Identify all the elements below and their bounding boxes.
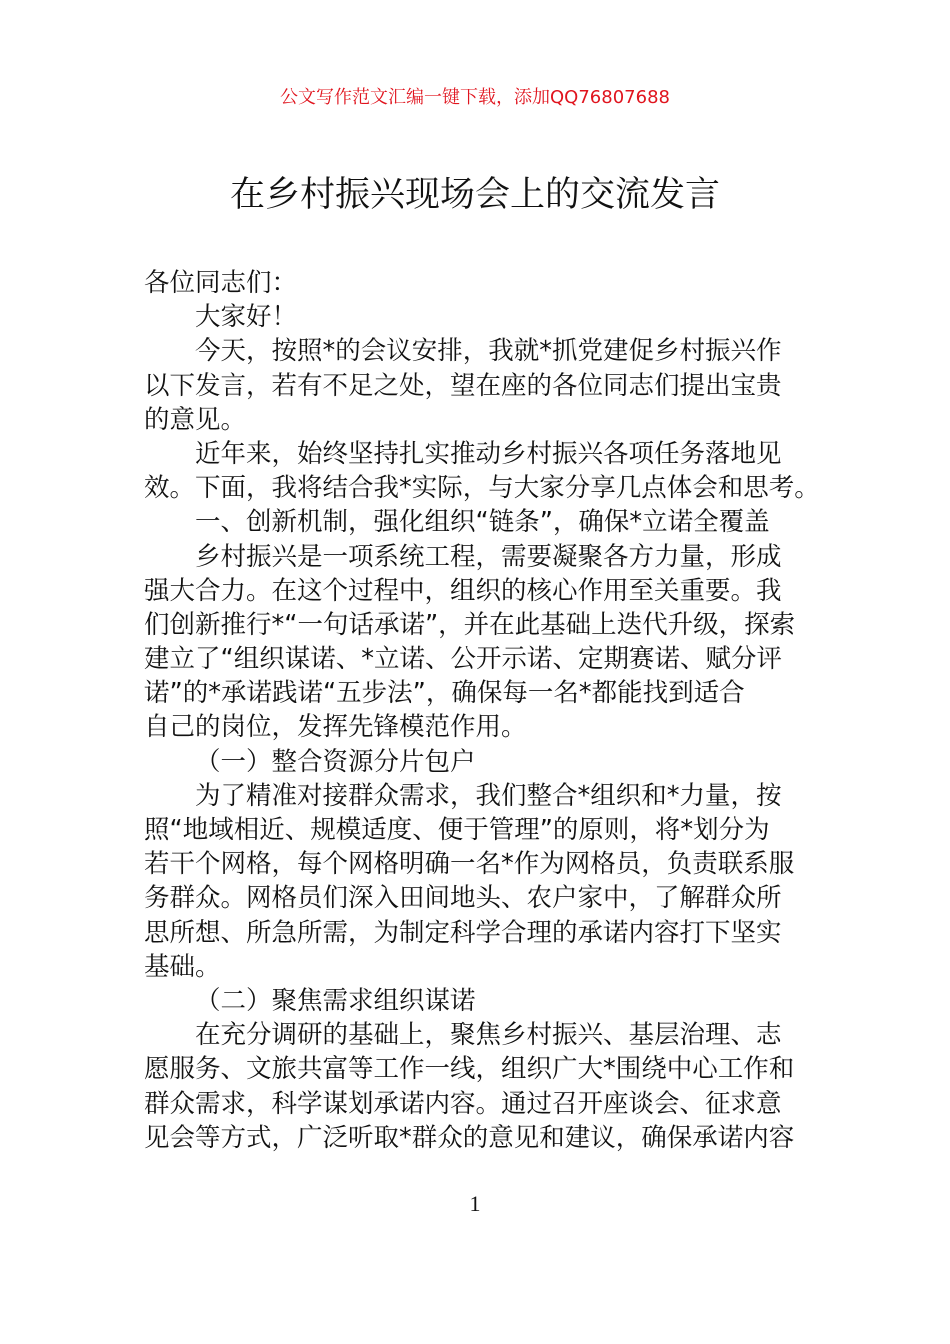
- paragraph-line: 愿服务、文旅共富等工作一线，组织广大*围绕中心工作和: [144, 1054, 795, 1085]
- paragraph-line: 效。下面，我将结合我*实际，与大家分享几点体会和思考。: [144, 473, 820, 504]
- watermark-banner: 公文写作范文汇编一键下载，添加QQ76807688: [280, 87, 670, 108]
- page-number: 1: [469, 1191, 481, 1216]
- paragraph-line: 今天，按照*的会议安排，我就*抓党建促乡村振兴作: [195, 336, 782, 367]
- paragraph-line: 自己的岗位，发挥先锋模范作用。: [144, 712, 527, 743]
- paragraph-line: 们创新推行*“一句话承诺”，并在此基础上迭代升级，探索: [144, 609, 796, 640]
- paragraph-line: 照“地域相近、规模适度、便于管理”的原则，将*划分为: [144, 815, 770, 845]
- document-body: [144, 266, 820, 1155]
- subsection-heading-1: （一）整合资源分片包户: [195, 746, 476, 777]
- subsection-heading-2: （二）聚焦需求组织谋诺: [195, 985, 476, 1016]
- document-title: 在乡村振兴现场会上的交流发言: [229, 175, 720, 215]
- paragraph-line: 务群众。网格员们深入田间地头、农户家中，了解群众所: [144, 883, 782, 914]
- paragraph-line: 见会等方式，广泛听取*群众的意见和建议，确保承诺内容: [144, 1122, 795, 1153]
- paragraph-line: 在充分调研的基础上，聚焦乡村振兴、基层治理、志: [195, 1020, 782, 1051]
- paragraph-line: 基础。: [144, 951, 221, 982]
- paragraph-line: 若干个网格，每个网格明确一名*作为网格员，负责联系服: [144, 849, 795, 880]
- paragraph-line: 诺”的*承诺践诺“五步法”，确保每一名*都能找到适合: [144, 678, 745, 709]
- paragraph-line: 的意见。: [144, 404, 247, 435]
- paragraph-line: 建立了“组织谋诺、*立诺、公开示诺、定期赛诺、赋分评: [144, 644, 782, 675]
- paragraph-line: 群众需求，科学谋划承诺内容。通过召开座谈会、征求意: [144, 1088, 782, 1119]
- section-heading-1: 一、创新机制，强化组织“链条”，确保*立诺全覆盖: [195, 507, 770, 538]
- paragraph-line: 近年来，始终坚持扎实推动乡村振兴各项任务落地见: [195, 438, 782, 469]
- paragraph-line: 以下发言，若有不足之处，望在座的各位同志们提出宝贵: [144, 370, 782, 401]
- paragraph-line: 思所想、所急所需，为制定科学合理的承诺内容打下坚实: [144, 917, 782, 948]
- paragraph-line: 强大合力。在这个过程中，组织的核心作用至关重要。我: [144, 575, 782, 606]
- paragraph-line: 为了精准对接群众需求，我们整合*组织和*力量，按: [195, 780, 782, 811]
- salutation-line: 各位同志们：: [144, 268, 298, 298]
- greeting-line: 大家好！: [195, 302, 298, 333]
- paragraph-line: 乡村振兴是一项系统工程，需要凝聚各方力量，形成: [195, 541, 782, 572]
